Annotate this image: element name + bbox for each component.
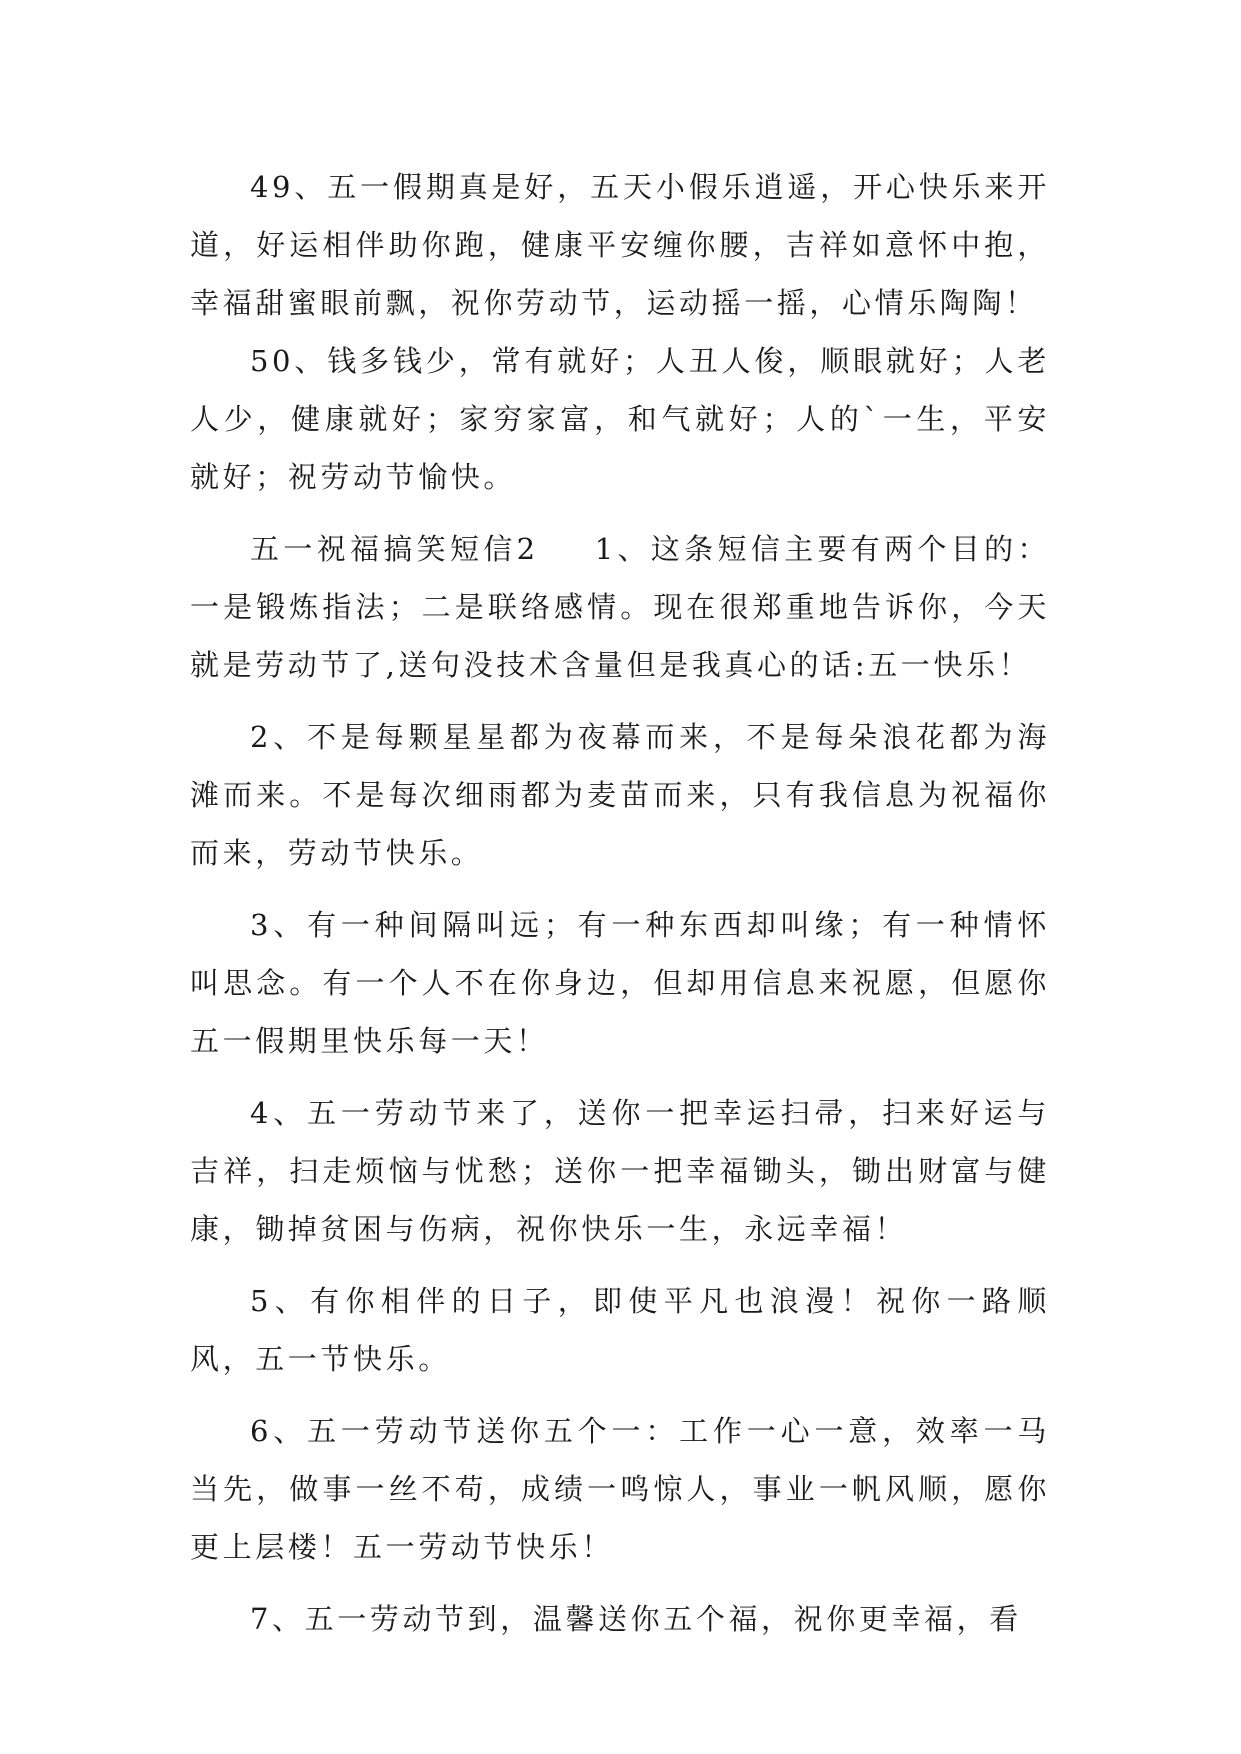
paragraph-50: 50、钱多钱少，常有就好；人丑人俊，顺眼就好；人老人少，健康就好；家穷家富，和气就好；人的`一生，平安就好；祝劳动节愉快。 xyxy=(190,344,1050,494)
list-item-5: 5、有你相伴的日子，即使平凡也浪漫！祝你一路顺风，五一节快乐。 xyxy=(190,1284,1050,1376)
list-item-6: 6、五一劳动节送你五个一：工作一心一意，效率一马当先，做事一丝不苟，成绩一鸣惊人，事业一帆风顺，愿你更上层楼！五一劳动节快乐！ xyxy=(190,1414,1050,1564)
list-item-4: 4、五一劳动节来了，送你一把幸运扫帚，扫来好运与吉祥，扫走烦恼与忧愁；送你一把幸福锄头，锄出财富与健康，锄掉贫困与伤病，祝你快乐一生，永远幸福！ xyxy=(190,1096,1050,1246)
section-paragraph xyxy=(190,520,1050,694)
list-item-2: 2、不是每颗星星都为夜幕而来，不是每朵浪花都为海滩而来。不是每次细雨都为麦苗而来，只有我信息为祝福你而来，劳动节快乐。 xyxy=(190,720,1050,870)
section-first-item: 1、这条短信主要有两个目的：一是锻炼指法；二是联络感情。现在很郑重地告诉你，今天就是劳动节了,送句没技术含量但是我真心的话:五一快乐！ xyxy=(190,532,1050,682)
document-page xyxy=(190,158,1050,1648)
paragraph-49: 49、五一假期真是好，五天小假乐逍遥，开心快乐来开道，好运相伴助你跑，健康平安缠你腰，吉祥如意怀中抱，幸福甜蜜眼前飘，祝你劳动节，运动摇一摇，心情乐陶陶！ xyxy=(190,170,1050,320)
list-item-3: 3、有一种间隔叫远；有一种东西却叫缘；有一种情怀叫思念。有一个人不在你身边，但却用信息来祝愿，但愿你五一假期里快乐每一天！ xyxy=(190,908,1050,1058)
list-item-7: 7、五一劳动节到，温馨送你五个福，祝你更幸福，看 xyxy=(250,1602,1022,1636)
section-title: 五一祝福搞笑短信2 xyxy=(250,532,539,566)
